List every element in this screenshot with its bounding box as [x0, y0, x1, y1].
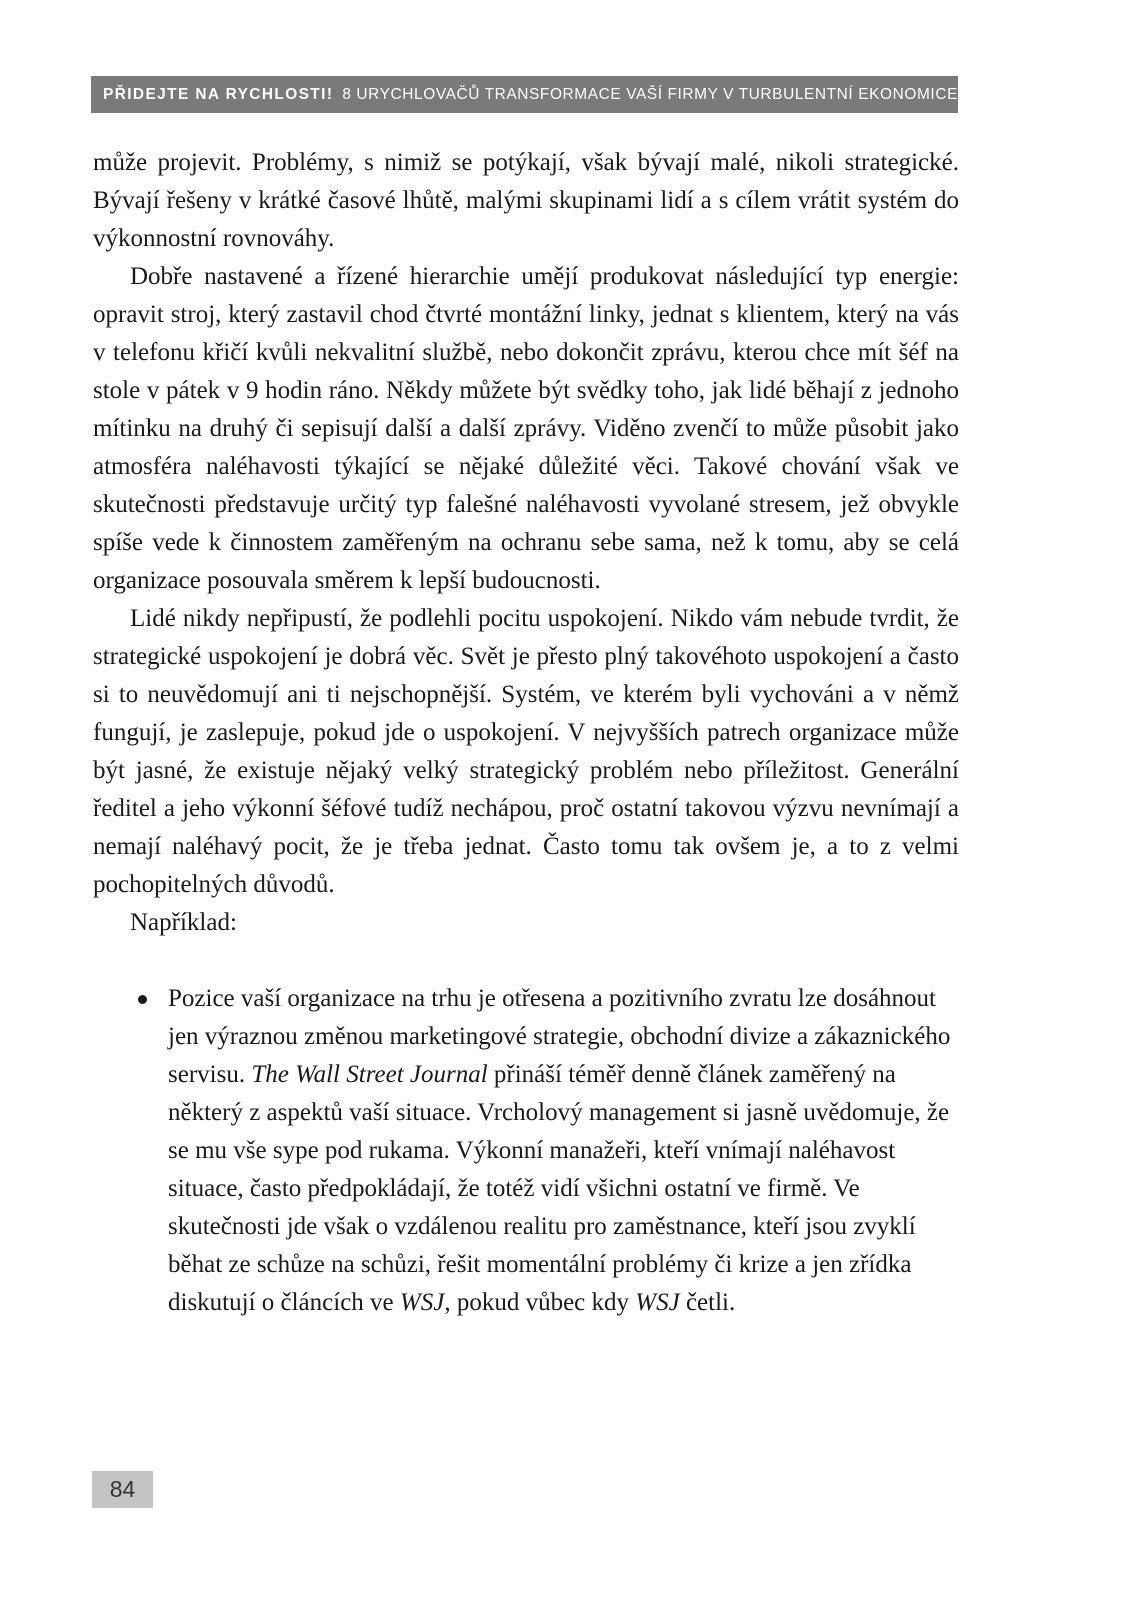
running-header — [91, 76, 958, 113]
book-title: PŘIDEJTE NA RYCHLOSTI! — [103, 85, 334, 103]
publication-title: The Wall Street Journal — [251, 1061, 488, 1088]
paragraph: může projevit. Problémy, s nimiž se potýkají, však bývají malé, nikoli strategické. Bývají řešeny v krátké časové lhůtě, malými skupinami lidí a s cílem vrátit systém do výkonnostní rovnováhy. — [93, 149, 959, 252]
bullet-text: Pozice vaší organizace na trhu je otřesena a pozitivního zvratu lze dosáhnout jen výraznou změnou marketingové strategie, obchodní divize a zákaznického servisu. — [168, 985, 951, 1088]
bullet-text: přináší téměř denně článek zaměřený na některý z aspektů vaší situace. Vrcholový management si jasně uvědomuje, že se mu vše sype pod rukama. Výkonní manažeři, kteří vnímají naléhavost situace, často předpokládají, že totéž vidí všichni ostatní ve firmě. Ve skutečnosti jde však o vzdálenou realitu pro zaměstnance, kteří jsou zvyklí běhat ze schůze na schůzi, řešit momentální problémy či krize a jen zřídka diskutují o článcích ve — [168, 1061, 950, 1316]
publication-abbrev: WSJ — [635, 1289, 680, 1316]
bullet-text: , pokud vůbec kdy — [444, 1289, 636, 1316]
page-number: 84 — [92, 1471, 153, 1508]
publication-abbrev: WSJ — [399, 1289, 445, 1316]
example-label: Například: — [130, 909, 237, 936]
paragraph: Lidé nikdy nepřipustí, že podlehli pocitu uspokojení. Nikdo vám nebude tvrdit, že strategické uspokojení je dobrá věc. Svět je přesto plný takovéhoto uspokojení a často si to neuvědomují ani ti nejschopnější. Systém, ve kterém byli vychováni a v němž fungují, je zaslepuje, pokud jde o uspokojení. V nejvyšších patrech organizace může být jasné, že existuje nějaký velký strategický problém nebo příležitost. Generální ředitel a jeho výkonní šéfové tudíž nechápou, proč ostatní takovou výzvu nevnímají a nemají naléhavý pocit, že je třeba jednat. Často tomu tak ovšem je, a to z velmi pochopitelných důvodů. — [93, 605, 959, 898]
book-subtitle: 8 URYCHLOVAČŮ TRANSFORMACE VAŠÍ FIRMY V TURBULENTNÍ EKONOMICE — [342, 85, 958, 103]
bullet-list — [93, 980, 959, 1322]
list-item — [168, 980, 959, 1322]
page-body — [93, 144, 959, 1322]
bullet-text: četli. — [679, 1289, 736, 1316]
bullet-icon — [138, 995, 147, 1004]
paragraph: Dobře nastavené a řízené hierarchie umějí produkovat následující typ energie: opravit stroj, který zastavil chod čtvrté montážní linky, jednat s klientem, který na vás v telefonu křičí kvůli nekvalitní službě, nebo dokončit zprávu, kterou chce mít šéf na stole v pátek v 9 hodin ráno. Někdy můžete být svědky toho, jak lidé běhají z jednoho mítinku na druhý či sepisují další a další zprávy. Viděno zvenčí to může působit jako atmosféra naléhavosti týkající se nějaké důležité věci. Takové chování však ve skutečnosti představuje určitý typ falešné naléhavosti vyvolané stresem, jež obvykle spíše vede k činnostem zaměřeným na ochranu sebe sama, než k tomu, aby se celá organizace posouvala směrem k lepší budoucnosti. — [93, 263, 959, 594]
